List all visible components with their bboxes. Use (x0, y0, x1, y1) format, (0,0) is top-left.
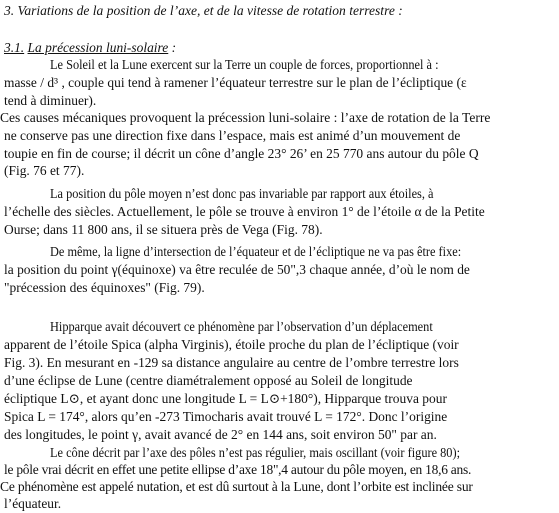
paragraph-line: tend à diminuer). (4, 93, 97, 108)
subsection-heading: La précession luni-solaire (27, 40, 169, 55)
paragraph-line: le pôle vrai décrit en effet une petite ellipse d’axe 18",4 autour du pôle moyen, en 18,6 ans. (4, 462, 472, 477)
paragraph-line: ne conserve pas une direction fixe dans l’espace, mais est animé d’un mouvement de (4, 128, 461, 143)
paragraph-line: écliptique L⊙, et ayant donc une longitude L = L⊙+180°), Hipparque trouva pour (4, 391, 447, 406)
paragraph-line: masse / d³ , couple qui tend à ramener l’équateur terrestre sur le plan de l’écliptique (ε (4, 75, 467, 90)
paragraph-line: Fig. 3). En mesurant en -129 sa distance angulaire au centre de l’ombre terrestre lors (4, 355, 459, 370)
paragraph-line: Ourse; dans 11 800 ans, il se situera près de Vega (Fig. 78). (4, 222, 323, 237)
paragraph-line: apparent de l’étoile Spica (alpha Virginis), étoile proche du plan de l’écliptique (voir (4, 337, 459, 352)
paragraph-line: Spica L = 174°, alors qu’en -273 Timocharis avait trouvé L = 172°. Donc l’origine (4, 409, 448, 424)
paragraph-line: des longitudes, le point γ, avait avancé de 2° en 144 ans, soit environ 50" par an. (4, 427, 437, 442)
paragraph-line: "précession des équinoxes" (Fig. 79). (4, 280, 205, 295)
paragraph-line: La position du pôle moyen n’est donc pas invariable par rapport aux étoiles, à (50, 186, 434, 201)
paragraph-line: Hipparque avait découvert ce phénomène par l’observation d’un déplacement (50, 319, 433, 334)
paragraph-line: l’équateur. (4, 496, 62, 511)
paragraph-line: d’une éclipse de Lune (centre diamétralement opposé au Soleil de longitude (4, 373, 413, 388)
paragraph-line: Le Soleil et la Lune exercent sur la Terre un couple de forces, proportionnel à : (50, 57, 439, 72)
subsection-suffix: : (168, 40, 177, 55)
paragraph-line: Ce phénomène est appelé nutation, et est dû surtout à la Lune, dont l’orbite est inclinée sur (0, 479, 473, 494)
paragraph-line: Le cône décrit par l’axe des pôles n’est pas régulier, mais oscillant (voir figure 80); (50, 445, 461, 460)
section-title: 3. Variations de la position de l’axe, et de la vitesse de rotation terrestre : (4, 3, 403, 18)
paragraph-line: la position du point γ(équinoxe) va être reculée de 50",3 chaque année, d’où le nom de (4, 262, 470, 277)
paragraph-line: toupie en fin de course; il décrit un cône d’angle 23° 26’ en 25 770 ans autour du pôle Q (4, 146, 479, 161)
subsection-title (4, 39, 557, 57)
paragraph-line: De même, la ligne d’intersection de l’équateur et de l’écliptique ne va pas être fixe: (50, 244, 462, 259)
paragraph-line: Ces causes mécaniques provoquent la précession luni-solaire : l’axe de rotation de la Terre (0, 110, 491, 125)
paragraph-line: l’échelle des siècles. Actuellement, le pôle se trouve à environ 1° de l’étoile α de la Petite (4, 204, 485, 219)
subsection-number: 3.1. (4, 40, 25, 55)
paragraph-line: (Fig. 76 et 77). (4, 163, 85, 178)
